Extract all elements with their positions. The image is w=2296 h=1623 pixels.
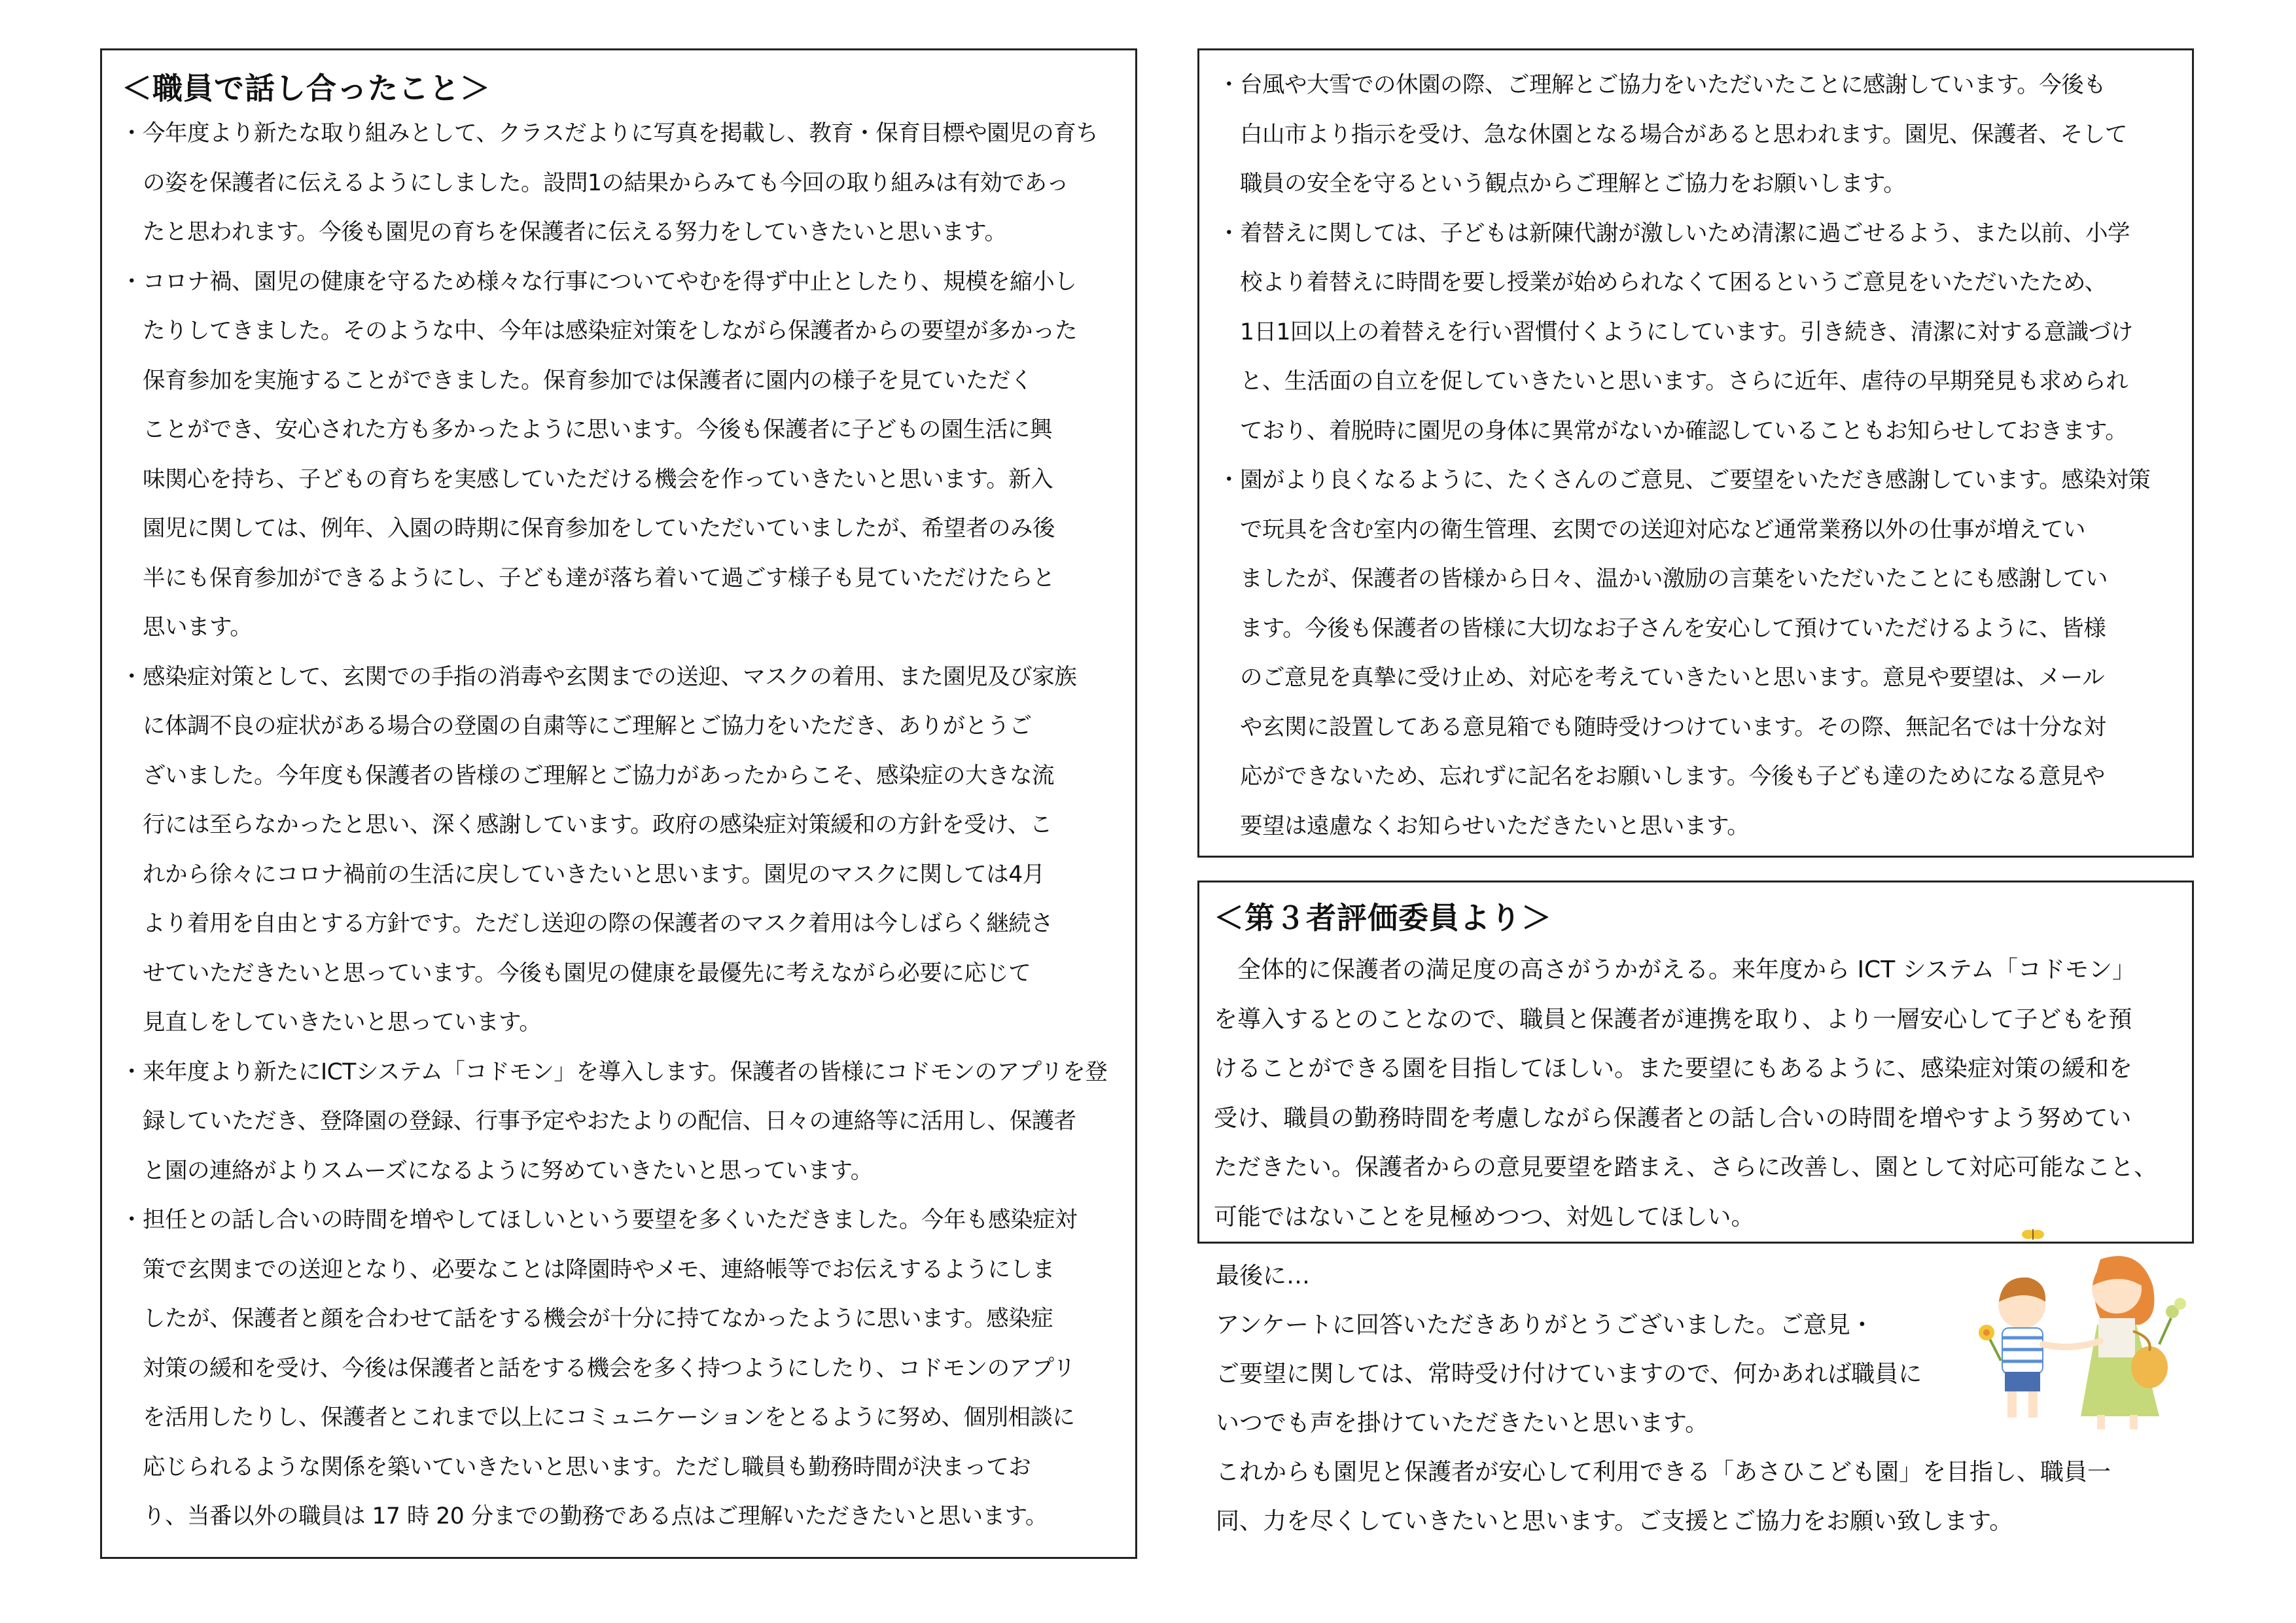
staff-discussion-box: [100, 48, 1137, 1559]
closing-line: いつでも声を掛けていただきたいと思います。: [1216, 1410, 1709, 1437]
comment-line: 全体的に保護者の満足度の高さがうかがえる。来年度から ICT システム「コドモン」: [1214, 956, 2136, 983]
bullet-line: や玄関に設置してある意見箱でも随時受けつけています。その際、無記名では十分な対: [1218, 714, 2106, 741]
bullet-line: 白山市より指示を受け、急な休園となる場合があると思われます。園児、保護者、そして: [1218, 121, 2127, 148]
bullet-line: ・着替えに関しては、子どもは新陳代謝が激しいため清潔に過ごせるよう、また以前、小学: [1218, 220, 2130, 247]
bullet-line: したが、保護者と顔を合わせて話をする機会が十分に持てなかったように思います。感染症: [120, 1306, 1053, 1332]
mother-and-child-icon: [1963, 1220, 2189, 1433]
bullet-line: ており、着脱時に園児の身体に異常がないか確認していることもお知らせしておきます。: [1218, 417, 2128, 444]
bullet-line: たと思われます。今後も園児の育ちを保護者に伝える努力をしていきたいと思います。: [120, 219, 1007, 245]
bullet-line: の姿を保護者に伝えるようにしました。設問1の結果からみても今回の取り組みは有効であっ: [120, 169, 1069, 196]
butterfly-icon: [2022, 1229, 2044, 1240]
bullet-line: 要望は遠慮なくお知らせいただきたいと思います。: [1218, 812, 1750, 839]
flower-bouquet-icon: [2159, 1298, 2186, 1344]
staff-discussion-heading: ＜職員で話し合ったこと＞: [122, 71, 491, 106]
closing-line: ご要望に関しては、常時受け付けていますので、何かあれば職員に: [1216, 1361, 1922, 1387]
bullet-line: 味関心を持ち、子どもの育ちを実感していただける機会を作っていきたいと思います。新入: [120, 466, 1053, 493]
closing-line: 同、力を尽くしていきたいと思います。ご支援とご協力をお願い致します。: [1216, 1508, 2013, 1535]
bullet-line: 見直しをしていきたいと思っています。: [120, 1009, 542, 1036]
bullet-line: り、当番以外の職員は 17 時 20 分までの勤務である点はご理解いただきたいと思います。: [120, 1503, 1048, 1529]
bullet-line: 職員の安全を守るという観点からご理解とご協力をお願いします。: [1218, 171, 1906, 197]
bullet-line: ます。今後も保護者の皆様に大切なお子さんを安心して預けていただけるように、皆様: [1218, 615, 2106, 642]
closing-line: アンケートに回答いただきありがとうございました。ご意見・: [1216, 1312, 1874, 1338]
bullet-line: 1日1回以上の着替えを行い習慣付くようにしています。引き続き、清潔に対する意識づけ: [1218, 319, 2133, 345]
bullet-line: ・今年度より新たな取り組みとして、クラスだよりに写真を掲載し、教育・保育目標や園児の育ち: [120, 120, 1099, 147]
flower-icon: [1979, 1325, 2001, 1361]
third-party-box: [1197, 881, 2194, 1244]
bullet-line: ・園がより良くなるように、たくさんのご意見、ご要望をいただき感謝しています。感染対策: [1218, 467, 2151, 493]
bullet-line: と、生活面の自立を促していきたいと思います。さらに近年、虐待の早期発見も求められ: [1218, 368, 2128, 394]
bullet-line: 校より着替えに時間を要し授業が始められなくて困るというご意見をいただいたため、: [1218, 270, 2107, 296]
bullet-line: ましたが、保護者の皆様から日々、温かい激励の言葉をいただいたことにも感謝してい: [1218, 566, 2108, 592]
closing-heading: 最後に…: [1216, 1263, 1311, 1289]
bullet-line: のご意見を真摯に受け止め、対応を考えていきたいと思います。意見や要望は、メール: [1218, 665, 2105, 691]
bullet-line: れから徐々にコロナ禍前の生活に戻していきたいと思います。園児のマスクに関しては4月: [120, 861, 1045, 888]
comment-line: を導入するとのことなので、職員と保護者が連携を取り、より一層安心して子どもを預: [1214, 1005, 2132, 1033]
comment-line: 可能ではないことを見極めつつ、対処してほしい。: [1214, 1203, 1755, 1230]
comment-line: けることができる園を目指してほしい。また要望にもあるように、感染症対策の緩和を: [1214, 1055, 2133, 1082]
bullet-line: 園児に関しては、例年、入園の時期に保育参加をしていただいていましたが、希望者のみ後: [120, 515, 1055, 542]
third-party-heading: ＜第３者評価委員より＞: [1214, 900, 1552, 935]
bullet-line: 録していただき、登降園の登録、行事予定やおたよりの配信、日々の連絡等に活用し、保護者: [120, 1108, 1076, 1134]
bullet-line: 応ができないため、忘れずに記名をお願いします。今後も子ども達のためになる意見や: [1218, 763, 2105, 790]
bullet-line: ・来年度より新たにICTシステム「コドモン」を導入します。保護者の皆様にコドモンのアプリを登: [120, 1058, 1108, 1085]
bullet-line: 応じられるような関係を築いていきたいと思います。ただし職員も勤務時間が決まってお: [120, 1454, 1031, 1480]
bullet-line: せていただきたいと思っています。今後も園児の健康を最優先に考えながら必要に応じて: [120, 960, 1031, 986]
bullet-line: と園の連絡がよりスムーズになるように努めていきたいと思っています。: [120, 1157, 873, 1184]
bullet-line: ・感染症対策として、玄関での手指の消毒や玄関までの送迎、マスクの着用、また園児及び家族: [120, 663, 1077, 690]
bullet-line: 思います。: [120, 614, 253, 640]
bullet-line: で玩具を含む室内の衛生管理、玄関での送迎対応など通常業務以外の仕事が増えてい: [1218, 516, 2085, 543]
bullet-line: 行には至らなかったと思い、深く感謝しています。政府の感染症対策緩和の方針を受け、こ: [120, 812, 1052, 838]
bullet-line: 策で玄関までの送迎となり、必要なことは降園時やメモ、連絡帳等でお伝えするようにしま: [120, 1256, 1055, 1283]
bullet-line: に体調不良の症状がある場合の登園の自粛等にご理解とご協力をいただき、ありがとうご: [120, 713, 1032, 739]
comment-line: ただきたい。保護者からの意見要望を踏まえ、さらに改善し、園として対応可能なこと、: [1214, 1154, 2158, 1181]
staff-discussion-continued-box: [1197, 48, 2194, 858]
bullet-line: 対策の緩和を受け、今後は保護者と話をする機会を多く持つようにしたり、コドモンのアプリ: [120, 1355, 1076, 1382]
bullet-line: ざいました。今年度も保護者の皆様のご理解とご協力があったからこそ、感染症の大きな流: [120, 762, 1054, 789]
bullet-line: より着用を自由とする方針です。ただし送迎の際の保護者のマスク着用は今しばらく継続さ: [120, 911, 1053, 937]
bullet-line: ことができ、安心された方も多かったように思います。今後も保護者に子どもの園生活に興: [120, 417, 1052, 443]
bullet-line: 保育参加を実施することができました。保育参加では保護者に園内の様子を見ていただく: [120, 367, 1033, 394]
comment-line: 受け、職員の勤務時間を考慮しながら保護者との話し合いの時間を増やすよう努めてい: [1214, 1104, 2132, 1132]
bullet-line: を活用したりし、保護者とこれまで以上にコミュニケーションをとるように努め、個別相談に: [120, 1405, 1075, 1431]
bullet-line: 半にも保育参加ができるようにし、子ども達が落ち着いて過ごす様子も見ていただけたらと: [120, 565, 1055, 591]
bullet-line: ・台風や大雪での休園の際、ご理解とご協力をいただいたことに感謝しています。今後も: [1218, 72, 2106, 98]
bullet-line: ・担任との話し合いの時間を増やしてほしいという要望を多くいただきました。今年も感染症対: [120, 1207, 1077, 1233]
bullet-line: たりしてきました。そのような中、今年は感染症対策をしながら保護者からの要望が多かった: [120, 318, 1077, 344]
bullet-line: ・コロナ禍、園児の健康を守るため様々な行事についてやむを得ず中止としたり、規模を縮小し: [120, 268, 1077, 295]
closing-line: これからも園児と保護者が安心して利用できる「あさひこども園」を目指し、職員一: [1216, 1459, 2111, 1486]
